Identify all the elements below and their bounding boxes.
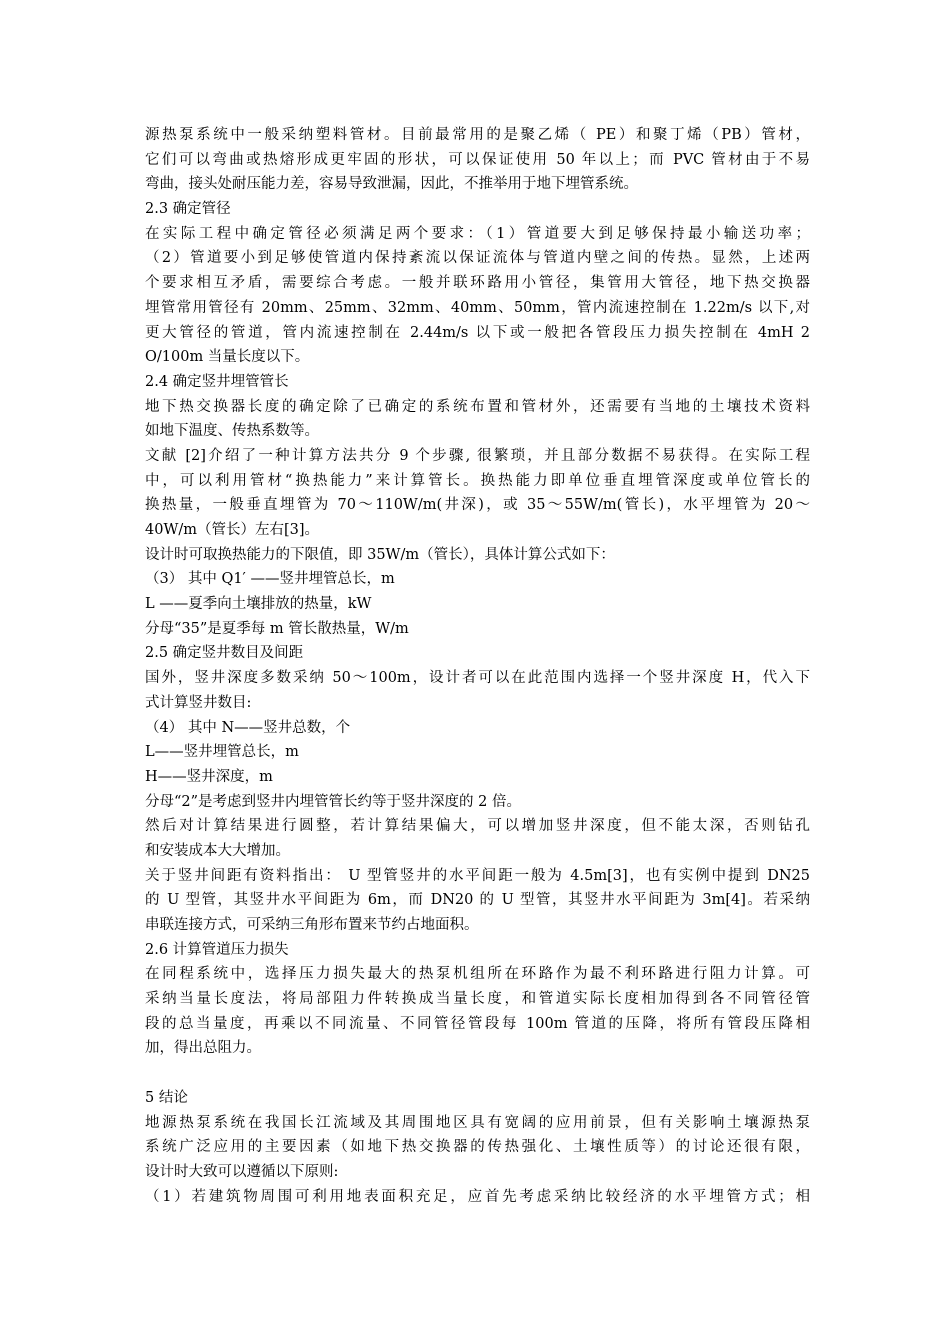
paragraph-line: 的 U 型管，其竖井水平间距为 6m，而 DN20 的 U 型管，其竖井水平间距为 3m[4]。若采纳 (145, 892, 810, 909)
paragraph-line: 个要求相互矛盾，需要综合考虑。一般并联环路用小管径，集管用大管径，地下热交换器 (145, 275, 810, 292)
section-heading: 2.4 确定竖井埋管管长 (145, 373, 289, 390)
paragraph-line: 地下热交换器长度的确定除了已确定的系统布置和管材外，还需要有当地的土壤技术资料 (145, 398, 810, 415)
paragraph-line: 弯曲，接头处耐压能力差，容易导致泄漏，因此，不推举用于地下埋管系统。 (145, 176, 638, 193)
paragraph-line: 关于竖井间距有资料指出： U 型管竖井的水平间距一般为 4.5m[3]，也有实例中提到 DN25 (145, 867, 810, 884)
formula-note: L——竖井埋管总长，m (145, 744, 299, 761)
paragraph-line: 加，得出总阻力。 (145, 1040, 261, 1057)
paragraph-line: （1）若建筑物周围可利用地表面积充足，应首先考虑采纳比较经济的水平埋管方式；相 (145, 1188, 810, 1205)
paragraph-line: 设计时可取换热能力的下限值，即 35W/m（管长），具体计算公式如下： (145, 546, 615, 563)
section-heading: 2.3 确定管径 (145, 201, 231, 218)
paragraph-line: 中，可以利用管材“换热能力”来计算管长。换热能力即单位垂直埋管深度或单位管长的 (145, 472, 810, 489)
section-heading: 5 结论 (145, 1089, 188, 1106)
paragraph-line: 埋管常用管径有 20mm、25mm、32mm、40mm、50mm，管内流速控制在 1.22m/s 以下,对 (145, 299, 810, 316)
formula-note: L ——夏季向土壤排放的热量，kW (145, 596, 372, 613)
paragraph-line: 式计算竖井数目: (145, 694, 252, 711)
paragraph-line: 分母“2”是考虑到竖井内埋管管长约等于竖井深度的 2 倍。 (145, 793, 521, 810)
paragraph-spacer (145, 1061, 810, 1086)
formula-note: （4） 其中 N——竖井总数，个 (145, 719, 351, 736)
paragraph-line: 和安装成本大大增加。 (145, 842, 290, 859)
paragraph-line: 设计时大致可以遵循以下原则: (145, 1163, 339, 1180)
paragraph-line: 国外，竖井深度多数采纳 50～100m，设计者可以在此范围内选择一个竖井深度 H，代入下 (145, 670, 810, 687)
formula-note: 分母“35”是夏季每 m 管长散热量，W/m (145, 620, 409, 637)
paragraph-line: 源热泵系统中一般采纳塑料管材。目前最常用的是聚乙烯（ PE）和聚丁烯（PB）管材， (145, 127, 810, 143)
paragraph-line: 段的总当量度，再乘以不同流量、不同管径管段每 100m 管道的压降，将所有管段压降相 (145, 1015, 810, 1032)
section-heading: 2.6 计算管道压力损失 (145, 941, 289, 958)
document-page (145, 123, 810, 1209)
paragraph-line: （2）管道要小到足够使管道内保持紊流以保证流体与管道内壁之间的传热。显然，上述两 (145, 250, 810, 267)
paragraph-line: 地源热泵系统在我国长江流域及其周围地区具有宽阔的应用前景，但有关影响土壤源热泵 (145, 1114, 810, 1131)
paragraph-line: 它们可以弯曲或热熔形成更牢固的形状，可以保证使用 50 年以上；而 PVC 管材由于不易 (145, 151, 810, 168)
paragraph-line: 更大管径的管道，管内流速控制在 2.44m/s 以下或一般把各管段压力损失控制在 4mH 2 (145, 324, 810, 341)
paragraph-line: 换热量，一般垂直埋管为 70～110W/m(井深)，或 35～55W/m(管长)，水平埋管为 20～ (145, 497, 810, 514)
paragraph-line: O/100m 当量长度以下。 (145, 349, 310, 366)
paragraph-line: 如地下温度、传热系数等。 (145, 423, 319, 440)
formula-note: （3） 其中 Q1′ ——竖井埋管总长，m (145, 571, 395, 588)
paragraph-line: 然后对计算结果进行圆整，若计算结果偏大，可以增加竖井深度，但不能太深，否则钻孔 (145, 818, 810, 835)
paragraph-line: 在实际工程中确定管径必须满足两个要求：（1）管道要大到足够保持最小输送功率； (145, 225, 810, 242)
paragraph-line: 文献 [2]介绍了一种计算方法共分 9 个步骤, 很繁琐，并且部分数据不易获得。在实际工程 (145, 447, 810, 464)
paragraph-line: 在同程系统中，选择压力损失最大的热泵机组所在环路作为最不利环路进行阻力计算。可 (145, 966, 810, 983)
paragraph-line: 系统广泛应用的主要因素（如地下热交换器的传热强化、土壤性质等）的讨论还很有限， (145, 1139, 810, 1156)
paragraph-line: 40W/m（管长）左右[3]。 (145, 522, 320, 538)
section-heading: 2.5 确定竖井数目及间距 (145, 645, 304, 662)
paragraph-line: 采纳当量长度法，将局部阻力件转换成当量长度，和管道实际长度相加得到各不同管径管 (145, 991, 810, 1008)
paragraph-line: 串联连接方式，可采纳三角形布置来节约占地面积。 (145, 917, 479, 933)
formula-note: H——竖井深度，m (145, 768, 273, 785)
